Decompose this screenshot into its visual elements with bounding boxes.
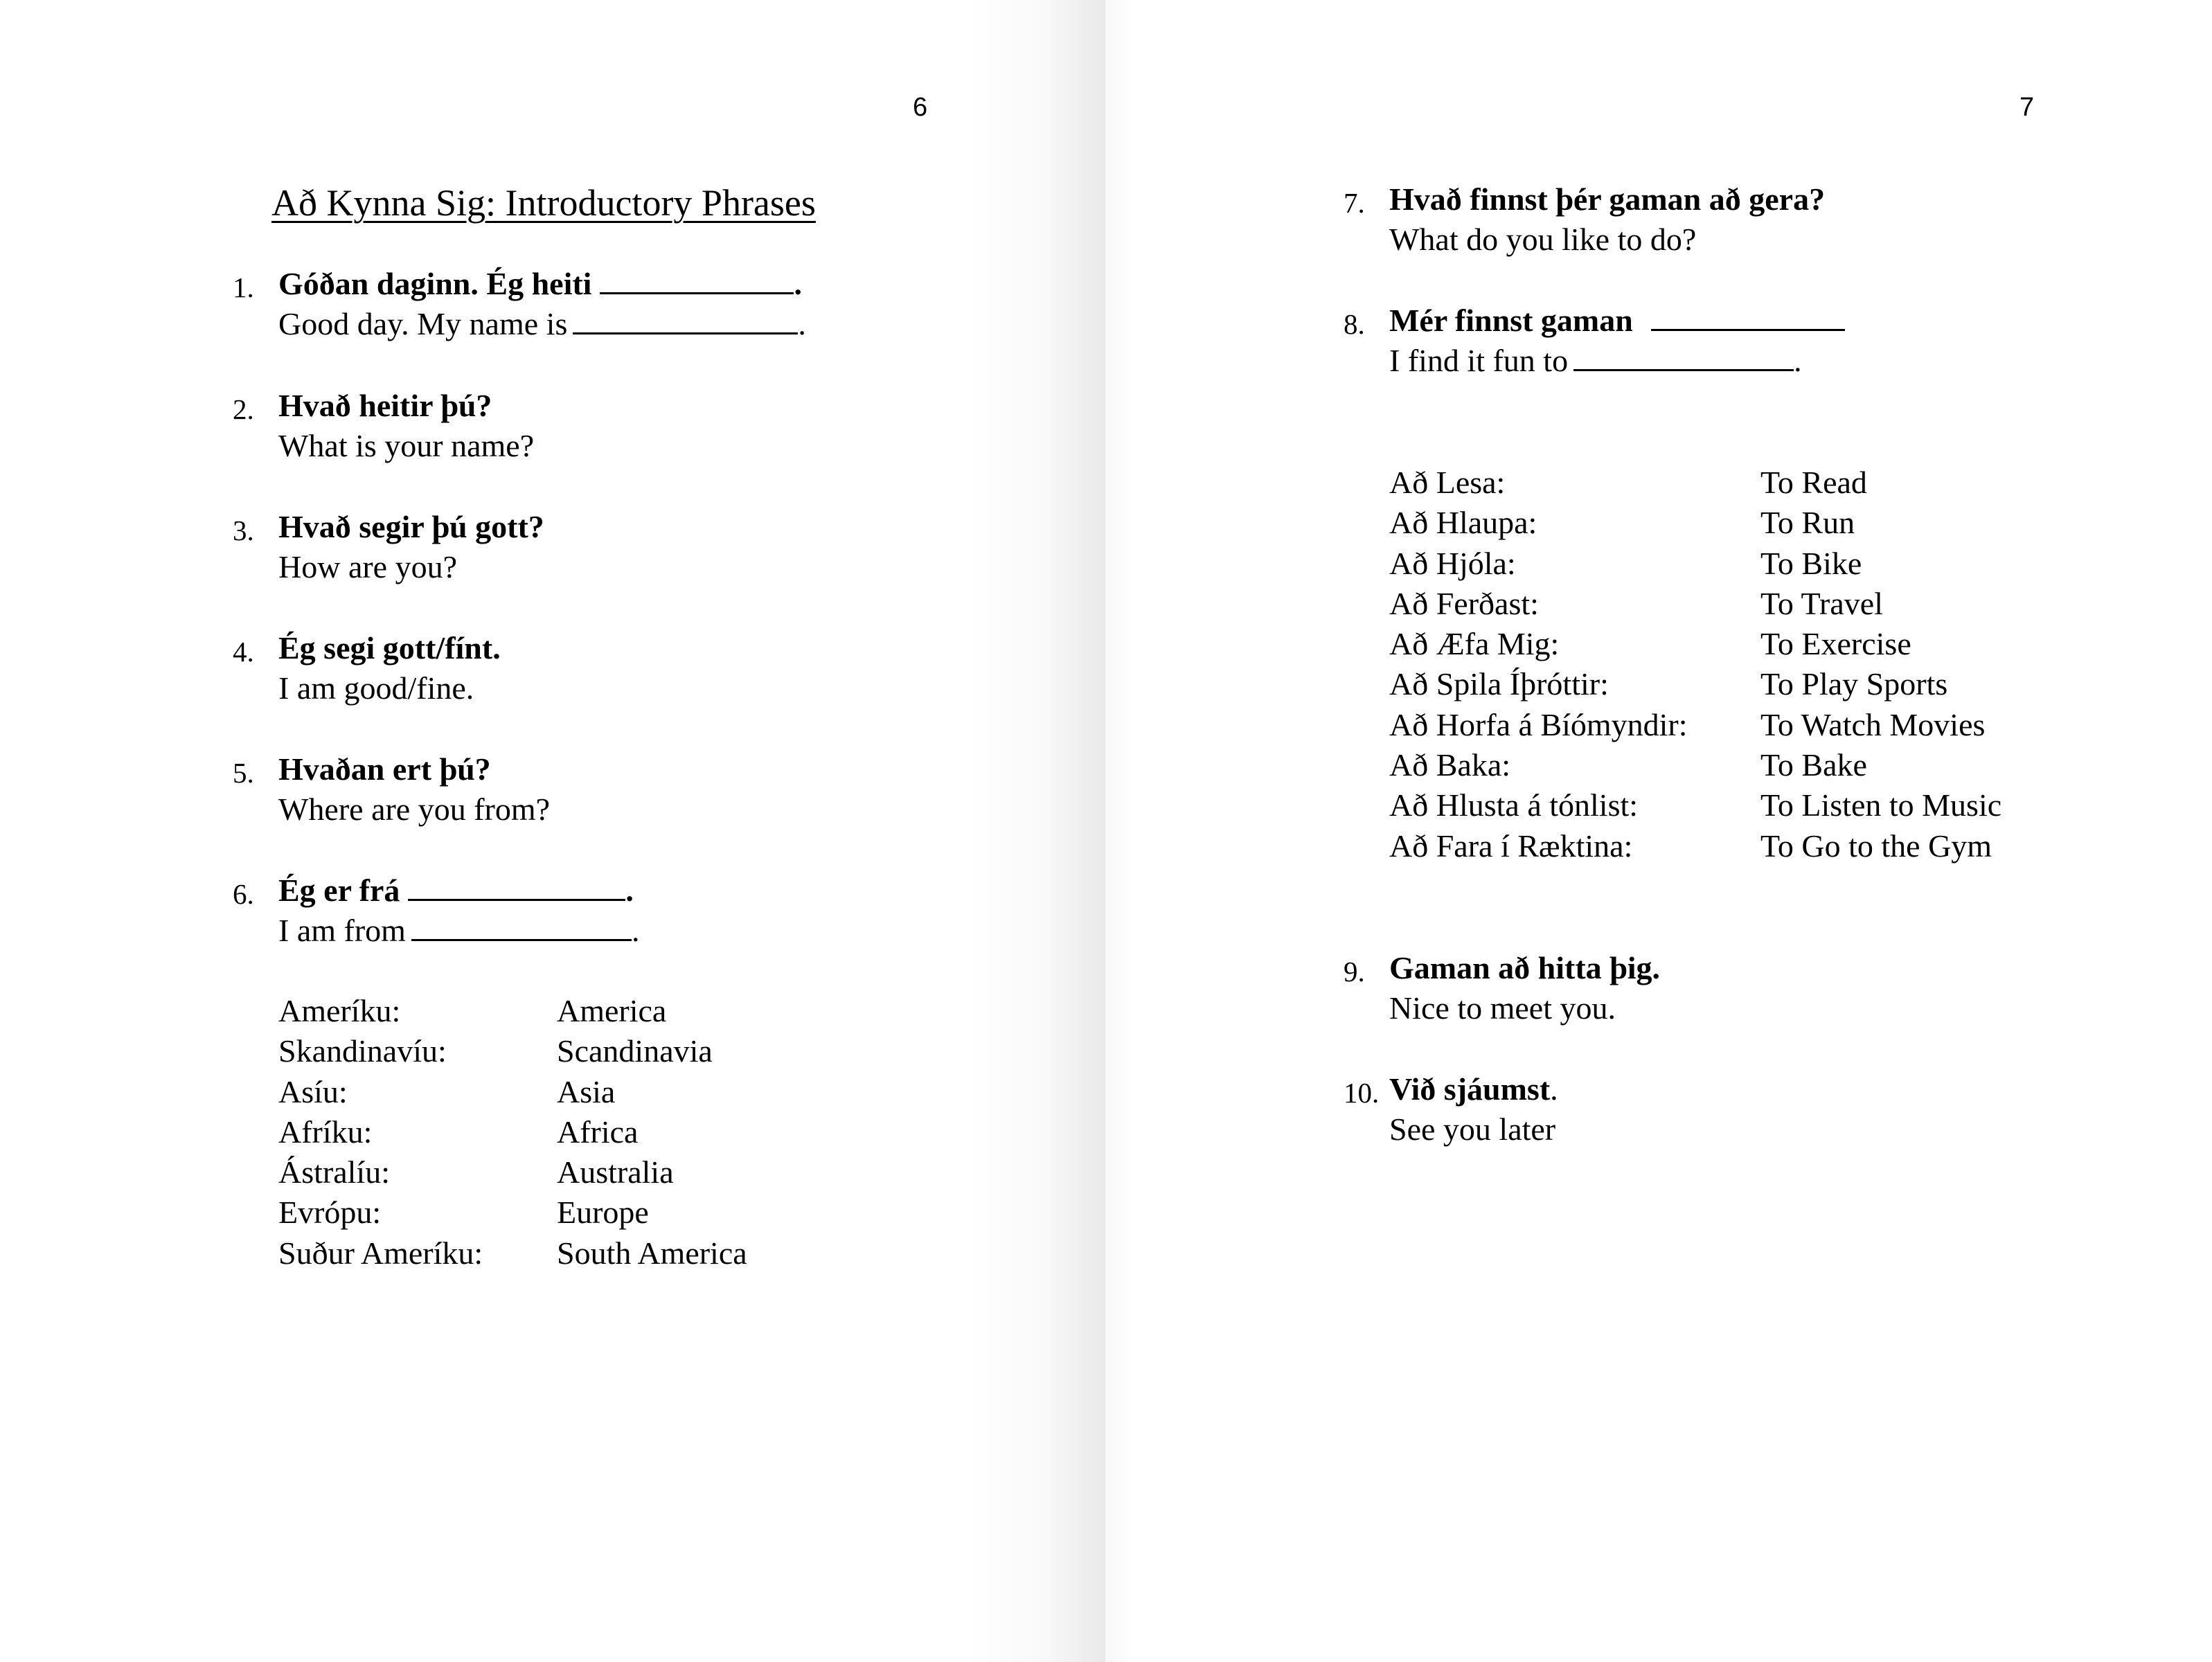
list-item: Að Horfa á Bíómyndir: To Watch Movies — [1389, 706, 1986, 742]
list-item: Að Fara í Ræktina: To Go to the Gym — [1389, 828, 1992, 864]
list-item: Evrópu: Europe — [278, 1195, 649, 1231]
english-translation: I am from — [278, 913, 406, 948]
item-number: 6. — [233, 878, 254, 910]
answer-blank — [408, 875, 625, 901]
list-item: Að Baka: To Bake — [1389, 747, 1867, 783]
item-number: 9. — [1344, 956, 1365, 988]
list-item: Að Hlusta á tónlist: To Listen to Music — [1389, 787, 2002, 823]
icelandic-phrase: Við sjáumst — [1389, 1071, 1551, 1107]
english-translation: Good day. My name is — [278, 306, 568, 341]
spine-shadow — [1105, 0, 1133, 1662]
english-translation: What is your name? — [278, 428, 535, 463]
item-number: 4. — [233, 636, 254, 668]
english-translation: I am good/fine. — [278, 670, 474, 706]
icelandic-phrase: Góðan daginn. Ég heiti — [278, 266, 592, 301]
list-item: Ameríku: America — [278, 993, 667, 1028]
list-item: Að Hlaupa: To Run — [1389, 505, 1855, 541]
english-translation: See you later — [1389, 1111, 1556, 1147]
list-item: Að Ferðast: To Travel — [1389, 585, 1883, 621]
activities-list — [1389, 463, 2151, 866]
list-item: Asíu: Asia — [278, 1073, 616, 1109]
icelandic-phrase: Ég er frá — [278, 873, 400, 908]
item-number: 7. — [1344, 187, 1365, 219]
english-translation: Where are you from? — [278, 792, 551, 827]
answer-blank — [411, 915, 632, 941]
answer-blank — [1651, 305, 1845, 331]
list-item: Skandinavíu: Scandinavia — [278, 1033, 713, 1069]
icelandic-phrase: Hvað heitir þú? — [278, 388, 492, 423]
page-number: 7 — [2019, 93, 2035, 122]
right-page: 7 7. Hvað finnst þér gaman að gera? What do you like to do? 8. Mér finnst gaman I find it fun to . Að Lesa: To Read Að Hlaupa: To Run Að Hjóla: To Bike Að Ferðast: To Travel Að Æfa Mig: To Exercise Að Spila Íþróttir: To Play Sports Að Horfa á Bíómyndir: To Watch Movies Að Baka: To Bake Að Hlusta á tónlist: To Listen to Music Að Fara í Ræktina: To Go to the Gym 9. Gaman að hitta þig. Nice to meet you. 10. Við sjáumst. See you later — [1105, 0, 2212, 1662]
icelandic-phrase: Mér finnst gaman — [1389, 303, 1633, 338]
icelandic-phrase: Hvað finnst þér gaman að gera? — [1389, 181, 1826, 217]
list-item: Að Hjóla: To Bike — [1389, 545, 1862, 581]
item-number: 10. — [1344, 1077, 1380, 1109]
icelandic-phrase: Hvað segir þú gott? — [278, 509, 544, 544]
english-translation: What do you like to do? — [1389, 222, 1697, 257]
page-number: 6 — [913, 93, 928, 122]
english-translation: How are you? — [278, 549, 458, 584]
item-number: 2. — [233, 393, 254, 425]
answer-blank — [573, 309, 798, 334]
icelandic-phrase: Gaman að hitta þig. — [1389, 950, 1661, 985]
item-number: 5. — [233, 757, 254, 789]
item-number: 1. — [233, 271, 254, 303]
answer-blank — [1573, 346, 1794, 371]
section-title: Að Kynna Sig: Introductory Phrases — [271, 182, 816, 224]
list-item: Afríku: Africa — [278, 1114, 639, 1150]
list-item: Suður Ameríku: South America — [278, 1235, 747, 1271]
item-number: 8. — [1344, 308, 1365, 340]
list-item: Ástralíu: Australia — [278, 1154, 674, 1190]
places-list — [278, 991, 832, 1274]
answer-blank — [600, 269, 794, 294]
english-translation: I find it fun to — [1389, 343, 1569, 378]
list-item: Að Æfa Mig: To Exercise — [1389, 626, 1911, 662]
icelandic-phrase: Ég segi gott/fínt. — [278, 630, 501, 665]
list-item: Að Lesa: To Read — [1389, 465, 1867, 500]
icelandic-phrase: Hvaðan ert þú? — [278, 751, 491, 787]
left-page: 6 Að Kynna Sig: Introductory Phrases 1. Góðan daginn. Ég heiti . Good day. My name is . 2. Hvað heitir þú? What is your name? 3. Hvað segir þú gott? How are you? 4. Ég segi gott/fínt. I am good/fine. 5. Hvaðan ert þú? Where are you from? 6. Ég er frá . I am from . Ameríku: America Skandinavíu: Scandinavia Asíu: Asia Afríku: Africa Ástralíu: Australia Evrópu: Europe Suður Ameríku: South America — [0, 0, 1105, 1662]
item-number: 3. — [233, 515, 254, 546]
english-translation: Nice to meet you. — [1389, 990, 1616, 1026]
list-item: Að Spila Íþróttir: To Play Sports — [1389, 666, 1948, 702]
spine-shadow — [967, 0, 1105, 1662]
